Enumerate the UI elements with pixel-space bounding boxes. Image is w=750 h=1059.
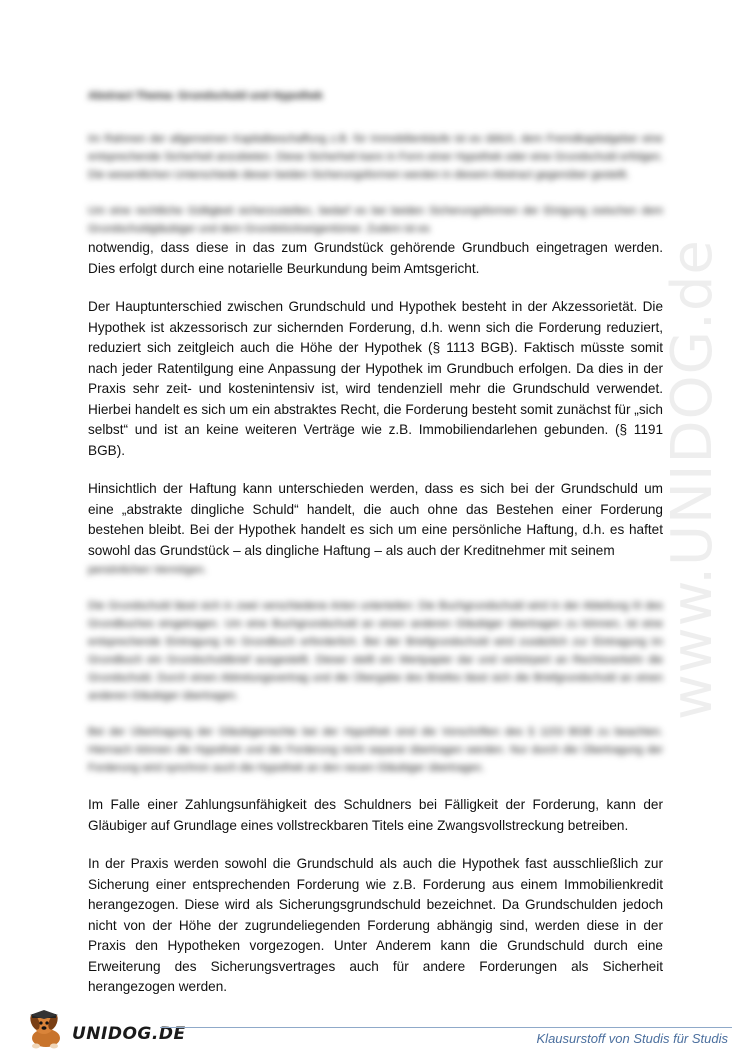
paragraph-validity-visible: notwendig, dass diese in das zum Grundstück gehörende Grundbuch eingetragen werden. Dies erfolgt durch eine notarielle Beurkundung beim Amtsgericht. (88, 240, 663, 276)
paragraph-haftung (88, 479, 663, 579)
paragraph-praxis: In der Praxis werden sowohl die Grundschuld als auch die Hypothek fast ausschließlich zur Sicherung einer entsprechenden Forderung wie z.B. Forderung aus einem Immobilienkredit herangezogen. Diese wird als Sicherungsgrundschuld bezeichnet. Da Grundschulden jedoch nicht von der Höhe der zugrundeliegenden Forderung abhängig sind, werden diese in der Praxis den Hypotheken vorgezogen. Unter Anderem kann die Grundschuld durch eine Erweiterung des Sicherungsvertrages auch für andere Forderungen als Sicherheit herangezogen werden. (88, 856, 663, 994)
logo-text: UNIDOG.DE (72, 1024, 186, 1044)
paragraph-validity-blurred: Um eine rechtliche Gültigkeit sicherzustellen, bedarf es bei beiden Sicherungsformen der Einigung zwischen dem Grundschuldgläubiger und dem Grundstückseigentümer. Zudem ist es (88, 205, 663, 235)
paragraph-haftung-visible: Hinsichtlich der Haftung kann unterschieden werden, dass es sich bei der Grundschuld um eine „abstrakte dingliche Schuld“ handelt, die auch ohne das Bestehen einer Forderung bestehen bleibt. Bei der Hypothek handelt es sich um eine persönliche Haftung, d.h. es haftet sowohl das Grundstück – als dingliche Haftung – als auch der Kreditnehmer mit seinem (88, 481, 663, 558)
paragraph-zahlungsunfaehigkeit: Im Falle einer Zahlungsunfähigkeit des Schuldners bei Fälligkeit der Forderung, kann der Gläubiger auf Grundlage eines vollstreckbaren Titels eine Zwangsvollstreckung betreiben. (88, 797, 663, 833)
paragraph-intro: Im Rahmen der allgemeinen Kapitalbeschaffung z.B. für Immobilienkäufe ist es üblich, dem Fremdkapitalgeber eine entsprechende Sicherheit anzubieten. Diese Sicherheit kann in Form einer Hypothek oder eine Grundschuld erfolgen. Die wesentlichen Unterschiede dieser beiden Sicherungsformen werden in diesem Abstract gegenüber gestellt. (88, 133, 663, 181)
paragraph-uebertragung: Bei der Übertragung der Gläubigerrechte bei der Hypothek sind die Vorschriften des § 1153 BGB zu beachten. Hiernach können die Hypothek und die Forderung nicht separat übertragen werden. Nur durch die Übertragung der Forderung wird synchron auch die Hypothek an den neuen Gläubiger übertragen. (88, 726, 663, 774)
watermark-text: www.UNIDOG.de (660, 239, 725, 720)
document-title: Abstract Thema: Grundschuld und Hypothek (88, 90, 323, 102)
footer-tagline: Klausurstoff von Studis für Studis (536, 1031, 728, 1046)
document-body (88, 89, 663, 1016)
paragraph-grundschuld-arten: Die Grundschuld lässt sich in zwei verschiedene Arten unterteilen: Die Buchgrundschuld wird in der Abteilung III des Grundbuches eingetragen. Um eine Buchgrundschuld an einen anderen Gläubiger übertragen zu können, ist eine entsprechende Eintragung im Grundbuch erforderlich. Bei der Briefgrundschuld wird zusätzlich zur Eintragung im Grundbuch ein Grundschuldbrief ausgestellt. Dieser stellt ein Wertpapier dar und verkörpert an Rechtsverkehr die Grundschuld. Durch einen Abtretungsvertrag und die Übergabe des Briefes lässt sich die Briefgrundschuld an einen anderen Gläubiger übertragen. (88, 600, 663, 702)
paragraph-validity (88, 202, 663, 279)
unidog-logo (24, 1010, 186, 1050)
paragraph-haftung-blurred: persönlichen Vermögen. (88, 564, 207, 576)
dog-mascot-icon (24, 1010, 68, 1050)
footer-divider (160, 1027, 732, 1028)
paragraph-akzessorietaet: Der Hauptunterschied zwischen Grundschuld und Hypothek besteht in der Akzessorietät. Die Hypothek ist akzessorisch zur sichernden Forderung, d.h. wenn sich die Forderung reduziert, reduziert sich zeitgleich auch die Höhe der Hypothek (§ 1113 BGB). Faktisch müsste somit nach jeder Ratentilgung eine Anpassung der Hypothek im Grundbuch erfolgen. Da dies in der Praxis sehr zeit- und kostenintensiv ist, wird tendenziell mehr die Grundschuld verwendet. Hierbei handelt es sich um ein abstraktes Recht, die Forderung besteht somit zunächst für „sich selbst“ und ist an keine weiteren Verträge wie z.B. Immobiliendarlehen gebunden. (§ 1191 BGB). (88, 299, 663, 458)
